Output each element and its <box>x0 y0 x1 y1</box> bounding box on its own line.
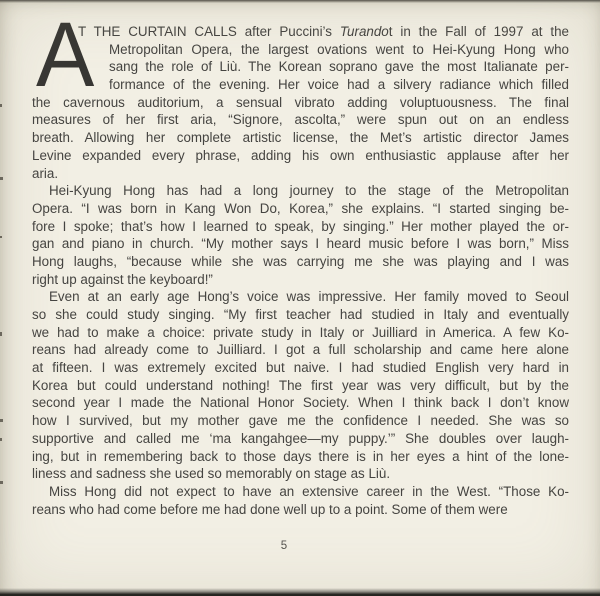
body-text-run: Miss Hong did not expect to have an extensive career in the West. “Those Ko- <box>49 483 569 499</box>
body-text-run: measures of her first aria, “Signore, ascolta,” were spun out on an endless <box>32 112 569 128</box>
scan-mark <box>0 438 2 441</box>
text-line <box>32 94 569 112</box>
text-line <box>32 501 569 519</box>
body-text-run: Levine expanded every phrase, adding his own enthusiastic applause after her <box>32 147 569 163</box>
scan-mark <box>0 419 3 422</box>
body-text-run: formance of the evening. Her voice had a silvery radiance which filled <box>109 77 569 93</box>
text-line <box>32 271 569 289</box>
scan-mark <box>0 104 2 107</box>
text-line <box>32 412 569 430</box>
body-text-run: the cavernous auditorium, a sensual vibrato adding voluptuousness. The final <box>32 94 569 110</box>
body-text-run: supportive and called me ‘ma kangahgee—my puppy.’” She doubles over laugh- <box>32 430 569 446</box>
paragraph <box>32 23 569 182</box>
paragraph <box>32 288 569 483</box>
body-text-run: aria. <box>32 165 59 181</box>
body-text-run: ing, but in remembering back to those days there is in her eyes a hint of the lone- <box>32 448 569 464</box>
text-line <box>32 182 569 200</box>
body-text-run: so she could study singing. “My first teacher had studied in Italy and eventually <box>32 307 569 322</box>
text-line <box>32 129 569 147</box>
paragraph <box>32 483 569 518</box>
body-text-run: T THE CURTAIN CALLS after Puccini’s <box>78 24 340 39</box>
body-text-run: Metropolitan Opera, the largest ovations went to Hei-Kyung Hong who <box>109 41 569 57</box>
body-text-run: sang the role of Liù. The Korean soprano gave the most Italianate per- <box>109 59 569 75</box>
body-text-run: second year I made the National Honor Society. When I think back I don’t know <box>32 395 569 411</box>
text-line <box>32 200 569 218</box>
body-text-run: breath. Allowing her complete artistic license, the Met’s artistic director James <box>32 130 569 146</box>
body-text-run: liness and sadness she used so memorably on stage as Liù. <box>32 466 391 482</box>
text-line <box>32 430 569 448</box>
text-line <box>32 111 569 129</box>
text-line <box>32 359 569 377</box>
top-edge-bar <box>0 0 600 3</box>
text-line <box>32 235 569 253</box>
text-line <box>109 58 569 76</box>
body-text-run: reans had already come to Juilliard. I got a full scholarship and came here alone <box>32 342 569 358</box>
text-line <box>78 23 569 41</box>
body-text-run: we had to make a choice: private study in Italy or Juilliard in America. A few Ko- <box>32 324 569 340</box>
text-line <box>32 306 569 324</box>
text-line <box>32 147 569 165</box>
text-line <box>32 483 569 501</box>
page-number: 5 <box>280 540 288 552</box>
body-text-run: how I survived, but my mother gave me the confidence I needed. She was so <box>32 413 569 429</box>
article-body <box>32 4 569 518</box>
dropcap-letter: A <box>36 4 95 106</box>
body-text-run: Even at an early age Hong’s voice was impressive. Her family moved to Seoul <box>49 289 569 305</box>
text-line <box>109 41 569 59</box>
text-line <box>32 253 569 271</box>
text-line <box>32 165 569 183</box>
bottom-edge-bar <box>0 588 600 596</box>
text-line <box>32 341 569 359</box>
body-text-run: Opera. “I was born in Kang Won Do, Korea,” she explains. “I started singing be- <box>32 200 569 216</box>
text-line <box>32 288 569 306</box>
text-line <box>32 218 569 236</box>
body-text-run: Hei-Kyung Hong has had a long journey to the stage of the Metropolitan <box>49 183 569 199</box>
scan-mark <box>0 332 2 336</box>
body-text-run: Hong laughs, “because while she was carrying me she was playing and I was <box>32 253 569 269</box>
body-text-run: Korea but could understand nothing! The first year was very difficult, but by the <box>32 377 569 393</box>
italic-title-text: Turando <box>339 24 389 39</box>
text-line <box>109 76 569 94</box>
text-line <box>32 377 569 395</box>
body-text-run: gan and piano in church. “My mother says I heard music before I was born,” Miss <box>32 236 569 252</box>
body-text-run: t in the Fall of 1997 at the <box>388 24 569 39</box>
text-line <box>32 465 569 483</box>
scan-mark <box>0 481 3 484</box>
text-line <box>32 324 569 342</box>
body-text-run: at fifteen. I was extremely excited but naive. I had studied English very hard in <box>32 360 569 376</box>
body-text-run: right up against the keyboard!” <box>32 271 213 287</box>
scan-mark <box>0 177 3 180</box>
text-line <box>32 394 569 412</box>
body-text-run: reans who had come before me had done well up to a point. Some of them were <box>32 501 508 517</box>
body-text-run: fore I spoke; that’s how I learned to speak, by singing.” Her mother played the or- <box>32 218 569 234</box>
scan-mark <box>0 236 2 238</box>
paragraph <box>32 182 569 288</box>
text-line <box>32 448 569 466</box>
